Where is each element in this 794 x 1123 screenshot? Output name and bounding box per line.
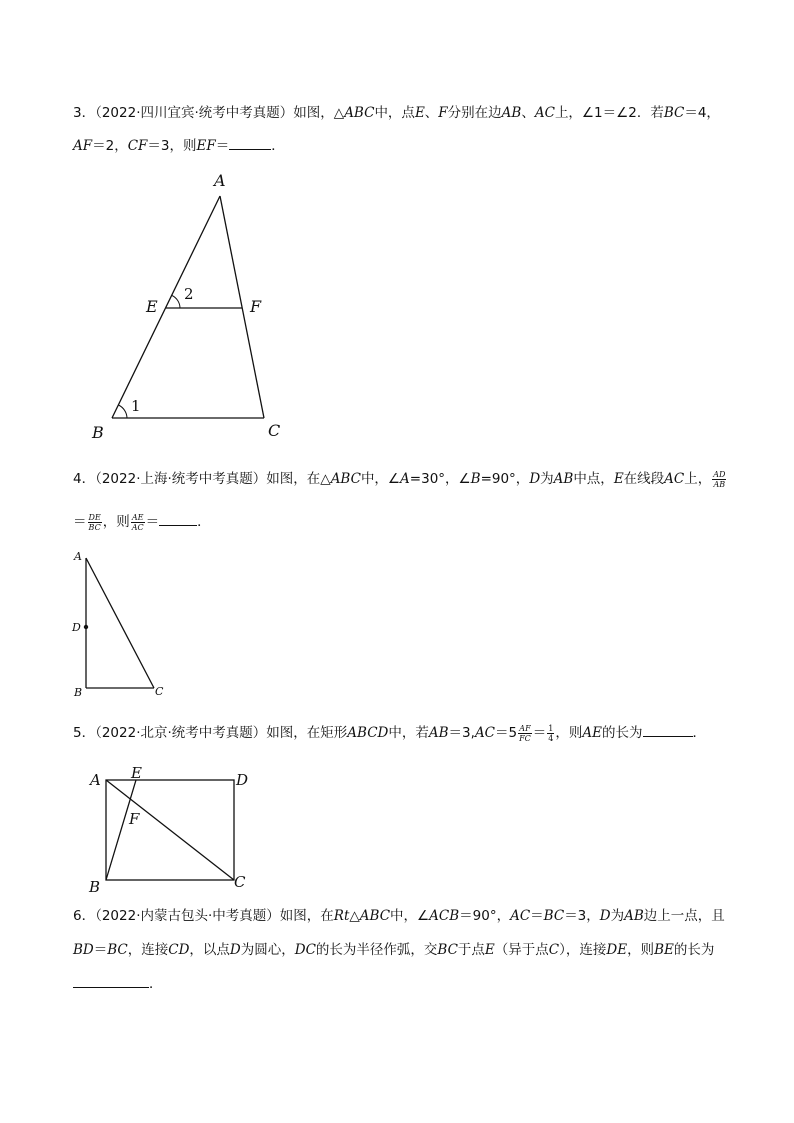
label-B: B bbox=[89, 878, 101, 896]
question-5-source: （2022·北京·统考中考真题） bbox=[95, 725, 267, 741]
question-6-text: 6．（2022·内蒙古包头·中考真题）如图，在Rt△ABC中，∠ACB＝90°，AC＝BC＝3，D为AB边上一点，且 bbox=[73, 908, 725, 924]
answer-blank-5[interactable] bbox=[643, 722, 693, 737]
label-B: B bbox=[92, 423, 104, 442]
angle-1-label: 1 bbox=[131, 397, 141, 415]
label-C: C bbox=[268, 421, 281, 440]
label-A: A bbox=[214, 171, 226, 190]
fraction-af-fc: $\frac{AF}{FC}$ bbox=[519, 723, 531, 743]
label-A: A bbox=[90, 771, 101, 789]
fraction-1-4: $\frac{1}{4}$ bbox=[548, 723, 554, 743]
question-3-source: （2022·四川宜宾·统考中考真题） bbox=[95, 105, 294, 121]
label-C: C bbox=[155, 685, 164, 698]
label-D: D bbox=[72, 621, 81, 634]
label-D: D bbox=[236, 771, 249, 789]
question-3-figure bbox=[80, 168, 310, 448]
question-3-text: 3．（2022·四川宜宾·统考中考真题）如图，△ABC中，点E、F分别在边AB、AC上，∠1＝∠2．若BC＝4， bbox=[73, 105, 720, 121]
label-C: C bbox=[234, 873, 246, 891]
question-4-figure bbox=[70, 550, 180, 700]
label-F: F bbox=[129, 810, 140, 828]
question-6-source: （2022·内蒙古包头·中考真题） bbox=[95, 908, 280, 924]
fraction-ad-ab: $\frac{AD}{AB}$ bbox=[713, 469, 726, 489]
answer-blank-4[interactable] bbox=[159, 511, 197, 526]
label-A: A bbox=[74, 550, 82, 563]
question-6-text-line3: ． bbox=[73, 973, 733, 994]
question-4-text-line2: ＝ $\frac{DE}{BC}$ ，则 $\frac{AE}{AC}$ ＝ ． bbox=[73, 512, 211, 532]
answer-blank-3[interactable] bbox=[229, 135, 271, 150]
label-E: E bbox=[146, 297, 158, 316]
label-F: F bbox=[250, 297, 262, 316]
question-6-text-line2: BD＝BC，连接CD，以点D为圆心，DC的长为半径作弧，交BC于点E（异于点C），连接DE，则BE的长为 bbox=[73, 942, 715, 958]
question-5-text: 5．（2022·北京·统考中考真题）如图，在矩形ABCD中，若AB＝3,AC＝5 $\frac{AF}{FC}$ ＝ $\frac{1}{4}$ ，则AE的长为 ． bbox=[73, 723, 706, 743]
answer-blank-6[interactable] bbox=[73, 973, 149, 988]
question-5-figure bbox=[86, 762, 256, 896]
question-3-text-line2: AF＝2，CF＝3，则EF＝ ． bbox=[73, 135, 733, 156]
fraction-ae-ac: $\frac{AE}{AC}$ bbox=[131, 512, 144, 532]
question-4-text: 4．（2022·上海·统考中考真题）如图，在△ABC中，∠A=30°，∠B=90°，D为AB中点，E在线段AC上， $\frac{AD}{AB}$ bbox=[73, 469, 726, 489]
question-4-source: （2022·上海·统考中考真题） bbox=[95, 471, 267, 487]
angle-2-label: 2 bbox=[184, 285, 194, 303]
label-B: B bbox=[74, 686, 83, 699]
fraction-de-bc: $\frac{DE}{BC}$ bbox=[88, 512, 101, 532]
label-E: E bbox=[131, 764, 142, 782]
